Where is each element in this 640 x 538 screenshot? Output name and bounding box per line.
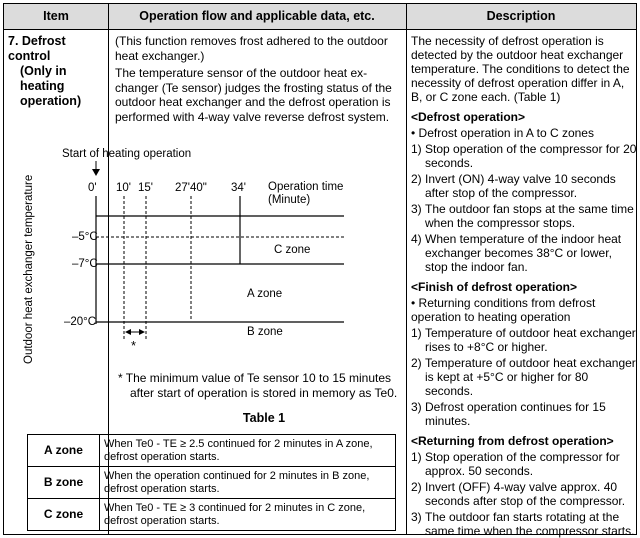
zone-cell: B zone [28, 467, 100, 499]
list-text: Defrost operation continues for 15 minutes. [425, 400, 606, 428]
list-item [411, 202, 637, 230]
temp-tick: –7°C [72, 258, 98, 270]
header-description: Description [406, 4, 636, 30]
time-tick: 34' [231, 182, 246, 194]
description-column [411, 34, 637, 538]
header-item: Item [4, 4, 108, 30]
description-intro: The necessity of defrost operation is detected by the outdoor heat exchanger temperature. The conditions to detect the necessity of defrost operation differ in A, B, or C zone each. (Table 1) [411, 34, 630, 104]
zone-cell: C zone [28, 499, 100, 531]
asterisk-marker: * [131, 338, 137, 353]
list-text: Temperature of outdoor heat exchanger is kept at +5°C or higher for 80 seconds. [425, 356, 636, 398]
table1-title: Table 1 [242, 411, 286, 425]
zone-label-c: C zone [274, 244, 311, 256]
time-tick: 0' [88, 182, 97, 194]
defrost-zone-diagram [4, 4, 406, 374]
item-title-line: (Only in heating [20, 64, 67, 93]
list-number: 3) [411, 202, 422, 216]
zone-condition: When the operation continued for 2 minutes in B zone, defrost operation starts. [100, 467, 396, 499]
list-number: 3) [411, 510, 422, 524]
note-line: * The minimum value of Te sensor 10 to 15 minutes [118, 371, 392, 385]
item-title-line: operation) [20, 94, 82, 108]
table-row [28, 499, 396, 531]
item-title-line: 7. Defrost control [8, 34, 66, 63]
list-number: 1) [411, 450, 422, 464]
zone-condition: When Te0 - TE ≥ 2.5 continued for 2 minutes in A zone, defrost operation starts. [100, 435, 396, 467]
table-row [28, 467, 396, 499]
time-tick: 10' [116, 182, 131, 194]
zone-label-b: B zone [247, 326, 283, 338]
list-number: 2) [411, 356, 422, 370]
list-number: 3) [411, 400, 422, 414]
time-tick: 15' [138, 182, 153, 194]
time-tick: 27'40" [175, 182, 207, 194]
list-number: 2) [411, 172, 422, 186]
te0-note [118, 371, 408, 401]
list-number: 2) [411, 480, 422, 494]
list-item [411, 232, 637, 274]
header-operation: Operation flow and applicable data, etc. [108, 4, 406, 30]
list-text: Stop operation of the compressor for approx. 50 seconds. [425, 450, 620, 478]
start-arrow-head [92, 169, 100, 176]
zone-condition: When Te0 - TE ≥ 3 continued for 2 minutes in C zone, defrost operation starts. [100, 499, 396, 531]
section-heading: <Finish of defrost operation> [411, 280, 578, 294]
list-item [411, 172, 637, 200]
table-row [28, 435, 396, 467]
list-number: 1) [411, 142, 422, 156]
list-text: When temperature of the indoor heat exchanger becomes 38°C or lower, stop the indoor fan. [425, 232, 622, 274]
list-text: Temperature of outdoor heat exchanger rises to +8°C or higher. [425, 326, 636, 354]
interval-arrow-head [125, 329, 131, 335]
intro-paragraph: (This function removes frost adhered to the outdoor heat exchanger.) [115, 34, 388, 63]
temp-tick: –20°C [64, 316, 97, 328]
section-bullet: • Defrost operation in A to C zones [411, 126, 594, 140]
spec-table [3, 3, 637, 538]
y-axis-label: Outdoor heat exchanger temperature [23, 174, 35, 364]
list-item [411, 326, 637, 354]
temp-tick: –5°C [72, 231, 98, 243]
list-item [411, 142, 637, 170]
section-bullet: • Returning conditions from defrost operation to heating operation [411, 296, 596, 324]
list-item [411, 480, 637, 508]
list-text: Invert (ON) 4-way valve 10 seconds after stop of the compressor. [425, 172, 616, 200]
list-item [411, 450, 637, 478]
intro-paragraph: The temperature sensor of the outdoor heat ex-changer (Te sensor) judges the frosting status of the outdoor heat exchanger and the defrost operation is performed with 4-way valve reverse defrost system. [115, 66, 392, 124]
section-heading: <Returning from defrost operation> [411, 434, 614, 448]
list-number: 4) [411, 232, 422, 246]
zone-table [27, 434, 396, 531]
list-text: Invert (OFF) 4-way valve approx. 40 seconds after stop of the compressor. [425, 480, 626, 508]
list-text: The outdoor fan stops at the same time when the compressor stops. [425, 202, 634, 230]
list-text: The outdoor fan starts rotating at the same time when the compressor starts. [425, 510, 635, 538]
interval-arrow-head [139, 329, 145, 335]
x-axis-label: (Minute) [268, 194, 311, 206]
list-item [411, 510, 637, 538]
note-line: after start of operation is stored in memory as Te0. [130, 386, 398, 400]
zone-label-a: A zone [247, 288, 283, 300]
list-item [411, 356, 637, 398]
section-heading: <Defrost operation> [411, 110, 526, 124]
list-item [411, 400, 637, 428]
zone-cell: A zone [28, 435, 100, 467]
column-divider [406, 4, 407, 534]
list-text: Stop operation of the compressor for 20 seconds. [425, 142, 637, 170]
x-axis-label: Operation time [268, 181, 344, 193]
start-label: Start of heating operation [62, 148, 192, 160]
list-number: 1) [411, 326, 422, 340]
